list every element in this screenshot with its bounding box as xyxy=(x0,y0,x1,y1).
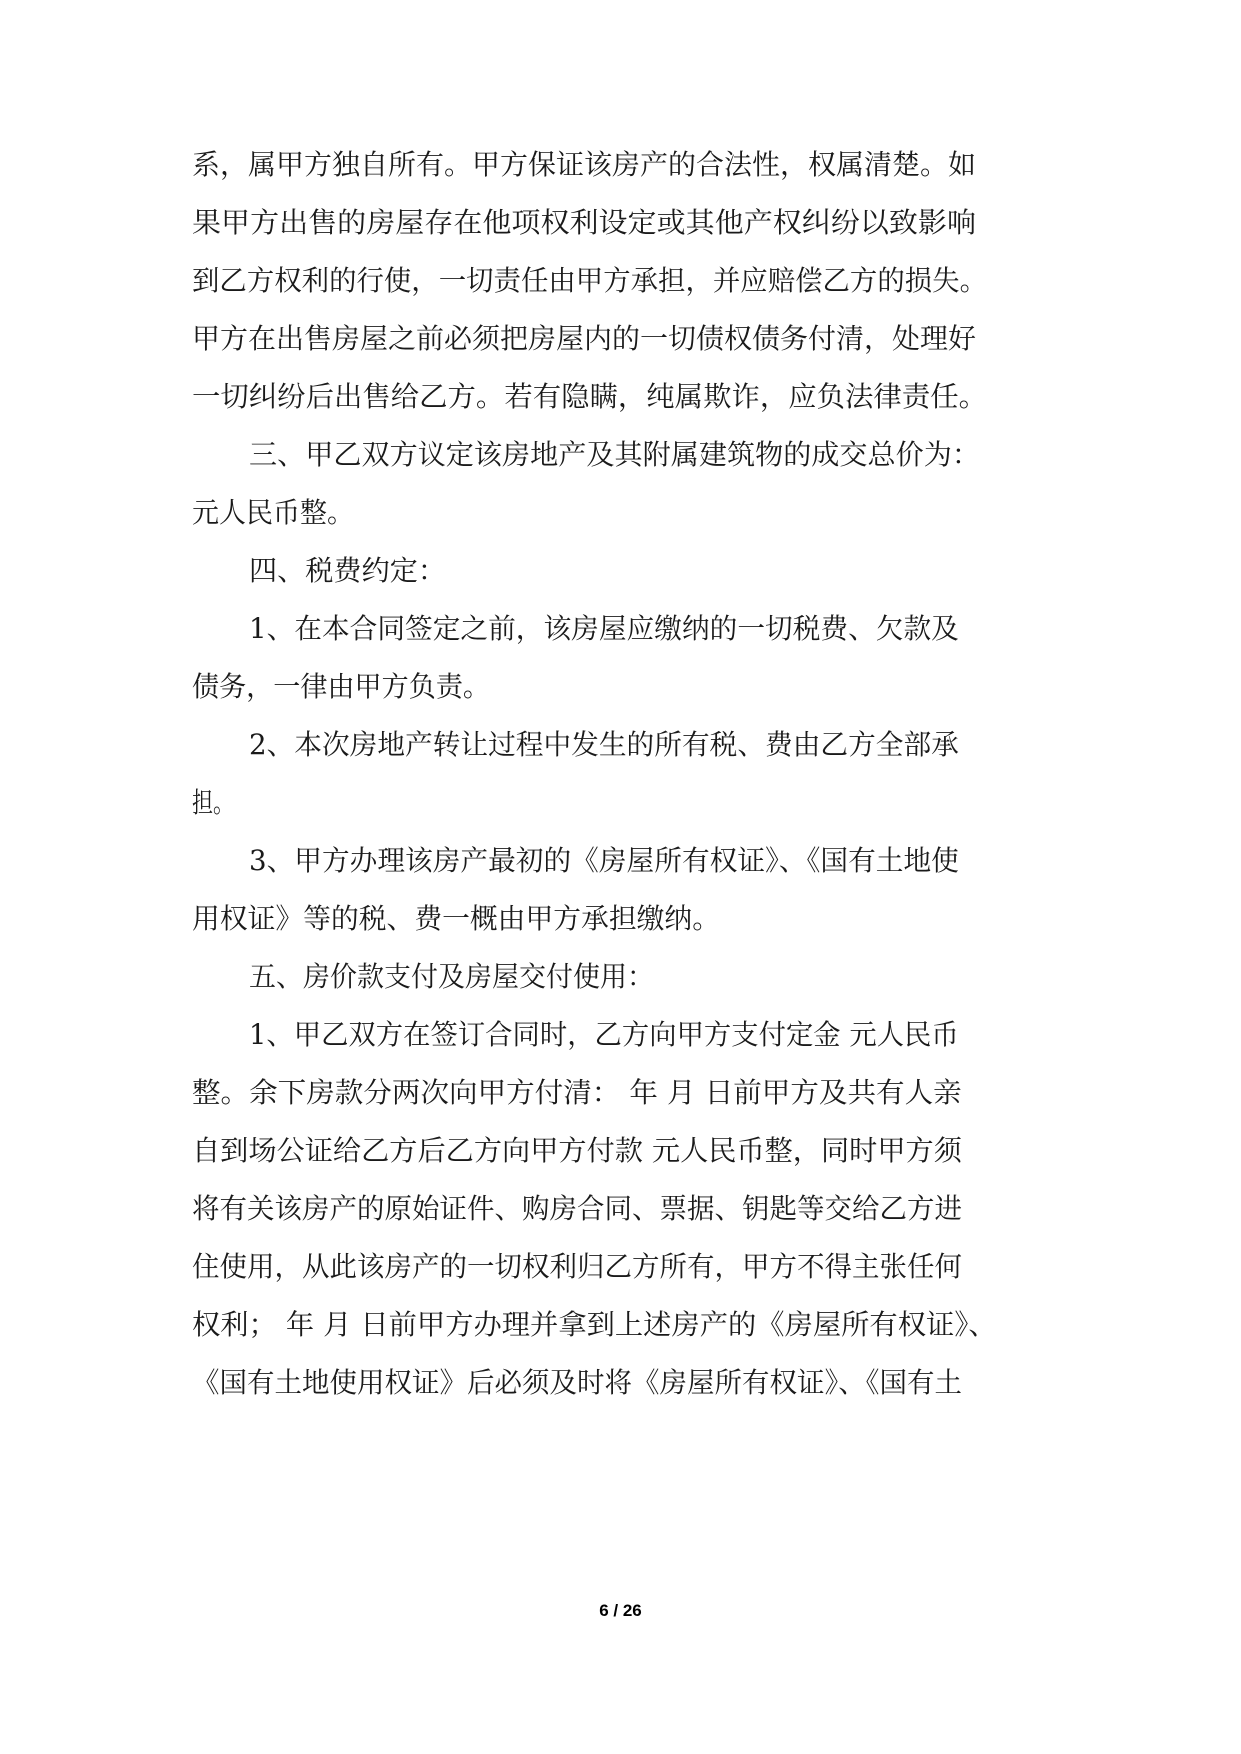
paragraph-line: 1、甲乙双方在签订合同时，乙方向甲方支付定金 元人民币 xyxy=(249,1018,959,1051)
paragraph-line: 果甲方出售的房屋存在他项权利设定或其他产权纠纷以致影响 xyxy=(192,206,977,239)
paragraph-line: 甲方在出售房屋之前必须把房屋内的一切债权债务付清，处理好 xyxy=(192,322,977,355)
paragraph-line: 整。余下房款分两次向甲方付清： 年 月 日前甲方及共有人亲 xyxy=(192,1076,962,1109)
paragraph-line: 自到场公证给乙方后乙方向甲方付款 元人民币整，同时甲方须 xyxy=(192,1134,962,1167)
paragraph-line: 债务，一律由甲方负责。 xyxy=(192,670,491,703)
paragraph-line: 用权证》等的税、费一概由甲方承担缴纳。 xyxy=(192,902,721,935)
paragraph-line: 住使用，从此该房产的一切权利归乙方所有，甲方不得主张任何 xyxy=(192,1250,963,1283)
paragraph-line: 元人民币整。 xyxy=(192,496,355,529)
paragraph-line: 将有关该房产的原始证件、购房合同、票据、钥匙等交给乙方进 xyxy=(192,1192,963,1225)
paragraph-line: 系，属甲方独自所有。甲方保证该房产的合法性，权属清楚。如 xyxy=(192,148,977,181)
paragraph-line: 3、甲方办理该房产最初的《房屋所有权证》、《国有土地使 xyxy=(249,844,959,877)
paragraph-line: 2、本次房地产转让过程中发生的所有税、费由乙方全部承 xyxy=(249,728,959,761)
section-heading-line: 四、税费约定： xyxy=(249,554,447,587)
paragraph-line: 权利； 年 月 日前甲方办理并拿到上述房产的《房屋所有权证》、 xyxy=(192,1308,997,1341)
paragraph-line: 一切纠纷后出售给乙方。若有隐瞒，纯属欺诈，应负法律责任。 xyxy=(192,380,988,413)
paragraph-line: 到乙方权利的行使，一切责任由甲方承担，并应赔偿乙方的损失。 xyxy=(192,264,988,297)
page-number: 6 / 26 xyxy=(599,1601,642,1620)
paragraph-line: 担。 xyxy=(192,786,235,819)
section-heading-line: 三、甲乙双方议定该房地产及其附属建筑物的成交总价为： xyxy=(249,438,981,471)
section-heading-line: 五、房价款支付及房屋交付使用： xyxy=(249,960,655,993)
paragraph-line: 1、在本合同签定之前，该房屋应缴纳的一切税费、欠款及 xyxy=(249,612,959,645)
paragraph-line: 《国有土地使用权证》后必须及时将《房屋所有权证》、《国有土 xyxy=(192,1366,963,1399)
